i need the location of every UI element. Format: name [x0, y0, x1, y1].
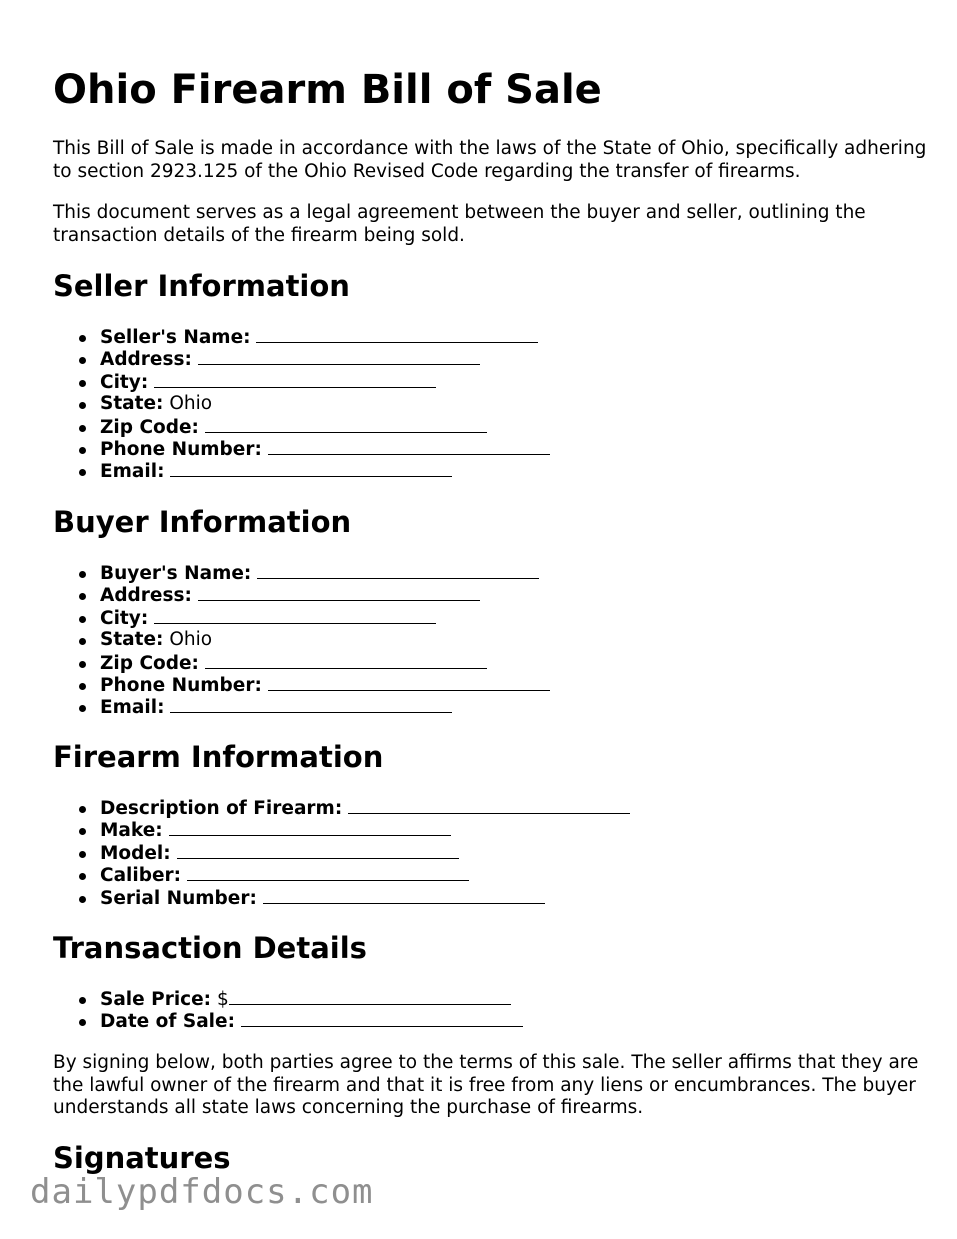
seller-city-field	[53, 371, 550, 393]
seller-field-list	[53, 326, 550, 483]
seller-state-value: Ohio	[169, 393, 213, 415]
firearm-description-field	[53, 797, 630, 819]
transaction-field-list	[53, 988, 523, 1033]
buyer-zip-blank[interactable]	[205, 652, 487, 669]
seller-zip-field	[53, 416, 550, 438]
buyer-state-field	[53, 629, 550, 651]
field-label: Phone Number:	[100, 438, 262, 460]
intro-paragraph-2: This document serves as a legal agreement between the buyer and seller, outlining the transaction details of the firearm being sold.	[53, 202, 866, 246]
firearm-caliber-field	[53, 864, 630, 886]
sale-price-field	[53, 988, 523, 1010]
field-label: State:	[100, 629, 164, 651]
field-label: Zip Code:	[100, 416, 199, 438]
seller-phone-field	[53, 438, 550, 460]
signatures-heading: Signatures	[53, 1141, 231, 1175]
field-label: Zip Code:	[100, 652, 199, 674]
field-label: Make:	[100, 820, 163, 842]
seller-name-blank[interactable]	[256, 326, 538, 343]
field-label: Sale Price:	[100, 989, 212, 1010]
field-label: Seller's Name:	[100, 327, 251, 348]
intro-paragraph-1: This Bill of Sale is made in accordance with the laws of the State of Ohio, specifically adhering to section 2923.125 of the Ohio Revised Code regarding the transfer of firearms.	[53, 138, 927, 182]
transaction-heading: Transaction Details	[53, 931, 367, 965]
seller-zip-blank[interactable]	[205, 416, 487, 433]
firearm-description-blank[interactable]	[348, 797, 630, 814]
sale-date-field	[53, 1010, 523, 1032]
firearm-make-blank[interactable]	[169, 819, 451, 836]
buyer-heading: Buyer Information	[53, 505, 352, 539]
document-title: Ohio Firearm Bill of Sale	[53, 67, 602, 113]
field-label: Address:	[100, 585, 192, 607]
buyer-address-blank[interactable]	[198, 584, 480, 601]
buyer-city-blank[interactable]	[154, 607, 436, 624]
buyer-email-field	[53, 696, 550, 718]
firearm-make-field	[53, 819, 630, 841]
firearm-model-blank[interactable]	[177, 842, 459, 859]
firearm-heading: Firearm Information	[53, 740, 384, 774]
field-label: Address:	[100, 349, 192, 371]
field-label: City:	[100, 607, 149, 629]
firearm-model-field	[53, 842, 630, 864]
buyer-email-blank[interactable]	[170, 696, 452, 713]
field-label: Buyer's Name:	[100, 563, 252, 584]
field-label: Model:	[100, 842, 171, 864]
seller-email-field	[53, 460, 550, 482]
buyer-state-value: Ohio	[169, 629, 213, 651]
buyer-phone-field	[53, 674, 550, 696]
agreement-paragraph: By signing below, both parties agree to the terms of this sale. The seller affirms that they are the lawful owner of the firearm and that it is free from any liens or encumbrances. The buyer understands all state laws concerning the purchase of firearms.	[53, 1052, 919, 1118]
sale-date-blank[interactable]	[241, 1010, 523, 1027]
currency-symbol: $	[216, 989, 229, 1010]
buyer-field-list	[53, 562, 550, 719]
firearm-serial-field	[53, 887, 630, 909]
firearm-caliber-blank[interactable]	[187, 864, 469, 881]
seller-address-blank[interactable]	[198, 348, 480, 365]
seller-state-field	[53, 393, 550, 415]
seller-email-blank[interactable]	[170, 460, 452, 477]
seller-phone-blank[interactable]	[268, 438, 550, 455]
buyer-address-field	[53, 584, 550, 606]
seller-address-field	[53, 348, 550, 370]
firearm-serial-blank[interactable]	[263, 887, 545, 904]
field-label: Caliber:	[100, 865, 182, 887]
field-label: Email:	[100, 697, 165, 719]
field-label: Email:	[100, 461, 165, 483]
buyer-zip-field	[53, 652, 550, 674]
field-label: State:	[100, 393, 164, 415]
buyer-phone-blank[interactable]	[268, 674, 550, 691]
field-label: Description of Firearm:	[100, 798, 343, 819]
field-label: Date of Sale:	[100, 1011, 235, 1033]
watermark-text: dailypdfdocs.com	[30, 1172, 374, 1212]
firearm-field-list	[53, 797, 630, 909]
buyer-name-blank[interactable]	[257, 562, 539, 579]
field-label: Phone Number:	[100, 674, 262, 696]
seller-city-blank[interactable]	[154, 371, 436, 388]
sale-price-blank[interactable]	[229, 988, 511, 1005]
field-label: City:	[100, 371, 149, 393]
seller-name-field	[53, 326, 550, 348]
field-label: Serial Number:	[100, 887, 257, 909]
buyer-city-field	[53, 607, 550, 629]
seller-heading: Seller Information	[53, 269, 350, 303]
buyer-name-field	[53, 562, 550, 584]
